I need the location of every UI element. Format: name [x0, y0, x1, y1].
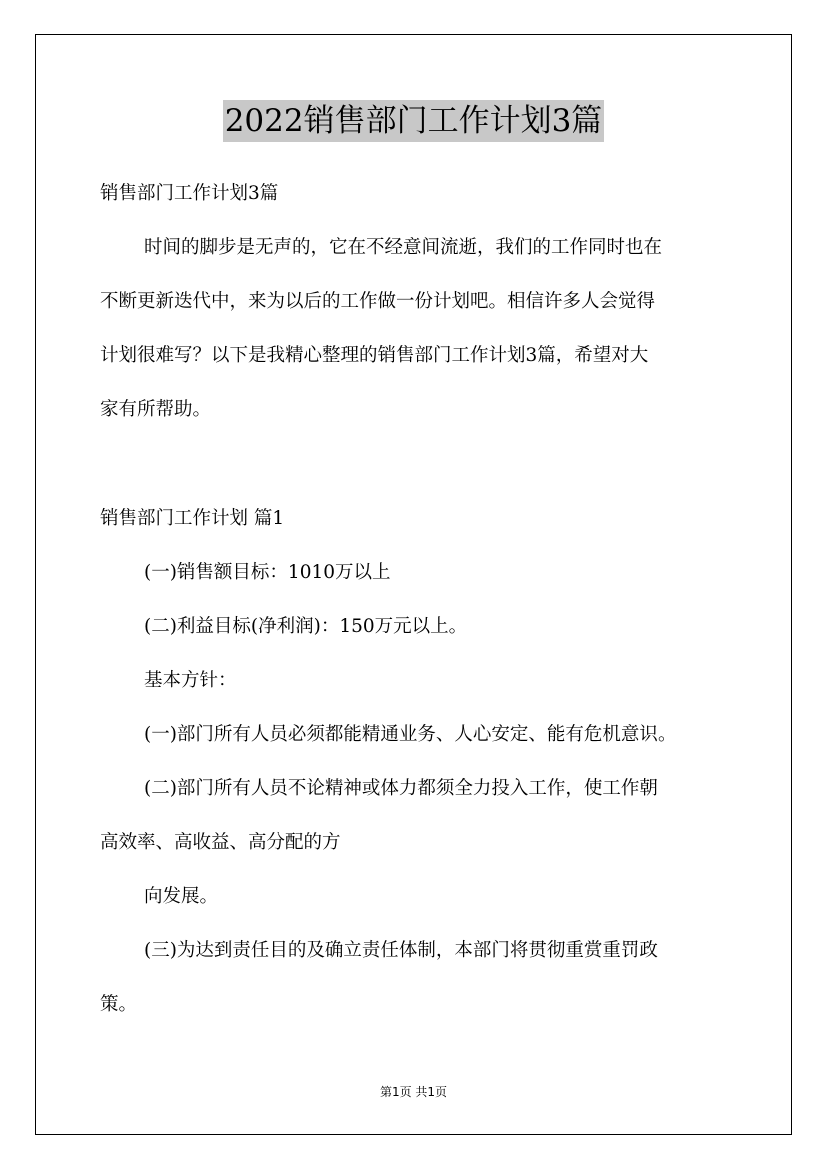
page-footer: 第1页 共1页 [379, 1085, 448, 1099]
section-line: 基本方针： [144, 670, 237, 691]
section-line: (二)部门所有人员不论精神或体力都须全力投入工作，使工作朝 [144, 778, 658, 799]
section-line: 策。 [100, 994, 138, 1015]
intro-line: 家有所帮助。 [100, 399, 212, 420]
section-heading: 销售部门工作计划 篇1 [100, 508, 285, 529]
section-line: 向发展。 [144, 886, 219, 907]
intro-line: 时间的脚步是无声的，它在不经意间流逝，我们的工作同时也在 [144, 237, 663, 258]
intro-line: 计划很难写？以下是我精心整理的销售部门工作计划3篇，希望对大 [100, 345, 649, 366]
document-title: 2022销售部门工作计划3篇 [223, 100, 605, 142]
section-line: (三)为达到责任目的及确立责任体制，本部门将贯彻重赏重罚政 [144, 940, 658, 961]
section-line: (一)销售额目标：1010万以上 [144, 562, 391, 583]
section-line: 高效率、高收益、高分配的方 [100, 832, 341, 853]
section-line: (二)利益目标(净利润)：150万元以上。 [144, 616, 468, 637]
title-wrap [0, 100, 827, 142]
intro-line: 不断更新迭代中，来为以后的工作做一份计划吧。相信许多人会觉得 [100, 291, 656, 312]
section-line: (一)部门所有人员必须都能精通业务、人心安定、能有危机意识。 [144, 724, 677, 745]
document-subtitle: 销售部门工作计划3篇 [100, 183, 279, 204]
